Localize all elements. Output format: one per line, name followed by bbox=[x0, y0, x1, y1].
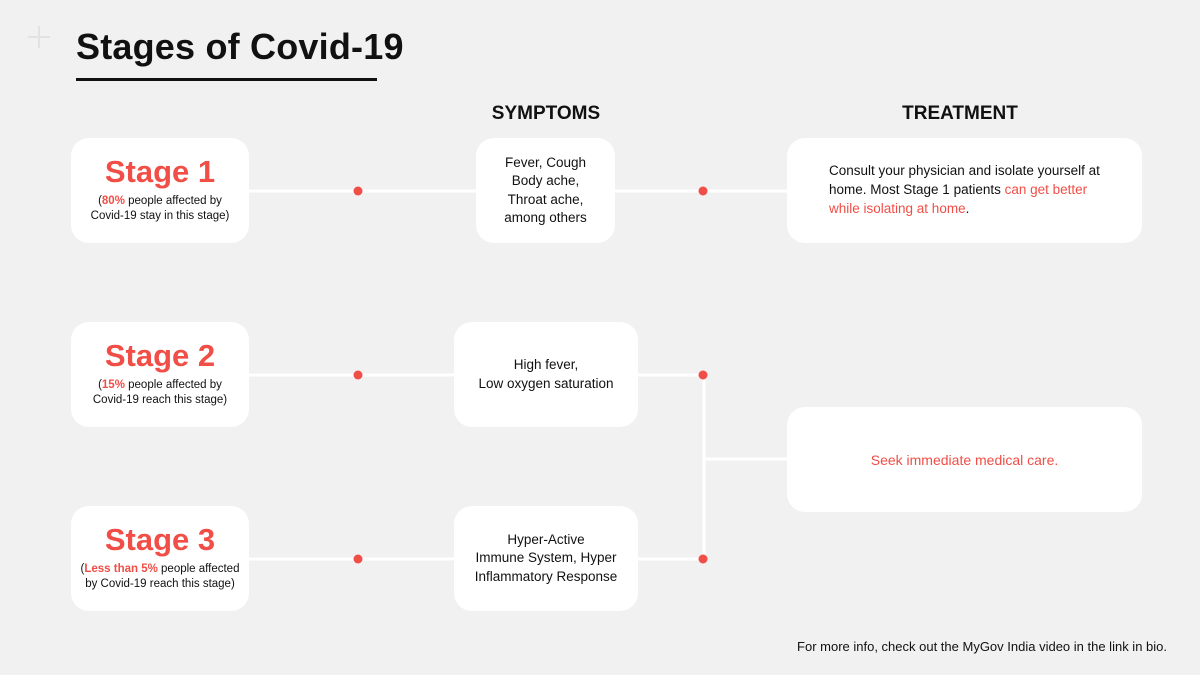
stage-3-note-line1: people affected bbox=[157, 562, 240, 575]
treatment-highlight: while isolating at home bbox=[829, 200, 966, 216]
symptom-line: Body ache, bbox=[511, 173, 580, 189]
symptom-line: Inflammatory Response bbox=[474, 568, 618, 584]
connector-dot bbox=[354, 187, 363, 196]
connector-dot bbox=[354, 555, 363, 564]
stage-3-title: Stage 3 bbox=[104, 522, 216, 558]
treatment-highlight: can get better bbox=[1004, 182, 1088, 198]
treatment-stage-1-text bbox=[829, 162, 1100, 219]
stage-1-card bbox=[71, 138, 249, 243]
stage-1-note bbox=[91, 194, 230, 225]
connector-dot bbox=[699, 371, 708, 380]
stage-3-percentage: Less than 5% bbox=[84, 562, 158, 575]
treatment-stage-2-3-card bbox=[787, 407, 1142, 512]
stage-2-note-line2: Covid-19 reach this stage) bbox=[92, 394, 228, 407]
treatment-line-end: . bbox=[965, 200, 970, 216]
treatment-stage-2-3-text: Seek immediate medical care. bbox=[870, 451, 1059, 468]
stage-2-title: Stage 2 bbox=[104, 338, 216, 374]
symptom-line: Fever, Cough bbox=[504, 155, 587, 171]
stage-1-note-line1: people affected by bbox=[124, 194, 222, 207]
symptoms-stage-3-card bbox=[454, 506, 638, 611]
connector-dot bbox=[354, 371, 363, 380]
symptom-line: among others bbox=[504, 209, 587, 225]
stage-2-note bbox=[93, 378, 227, 409]
stage-2-percentage: 15% bbox=[101, 378, 125, 391]
connector-dot bbox=[699, 555, 708, 564]
stage-1-note-line2: Covid-19 stay in this stage) bbox=[90, 210, 230, 223]
page-title: Stages of Covid-19 bbox=[76, 26, 404, 67]
symptoms-stage-2-card bbox=[454, 322, 638, 427]
stage-2-note-line1: people affected by bbox=[124, 378, 222, 391]
note-paren: ( bbox=[98, 194, 102, 207]
treatment-heading: TREATMENT bbox=[902, 103, 1018, 124]
stage-1-title: Stage 1 bbox=[104, 154, 216, 190]
symptoms-heading: SYMPTOMS bbox=[491, 103, 601, 124]
title-underline bbox=[76, 78, 377, 81]
symptoms-stage-1-card bbox=[476, 138, 615, 243]
symptom-line: Hyper-Active bbox=[507, 532, 585, 548]
stage-3-card bbox=[71, 506, 249, 611]
note-paren: ( bbox=[80, 562, 85, 575]
symptom-line: High fever, bbox=[513, 357, 579, 373]
symptom-line: Low oxygen saturation bbox=[478, 375, 614, 391]
treatment-line: Consult your physician and isolate yourself at bbox=[829, 163, 1100, 179]
treatment-line: home. Most Stage 1 patients bbox=[829, 182, 1005, 198]
stage-3-note-line2: by Covid-19 reach this stage) bbox=[85, 578, 235, 591]
symptom-line: Immune System, Hyper bbox=[475, 550, 617, 566]
connector-dot bbox=[699, 187, 708, 196]
note-paren: ( bbox=[98, 378, 102, 391]
treatment-stage-1-card bbox=[787, 138, 1142, 243]
stage-1-percentage: 80% bbox=[101, 194, 125, 207]
stage-2-card bbox=[71, 322, 249, 427]
stage-3-note bbox=[81, 562, 240, 593]
symptom-line: Throat ache, bbox=[507, 191, 584, 207]
footer-note: For more info, check out the MyGov India video in the link in bio. bbox=[797, 639, 1167, 654]
